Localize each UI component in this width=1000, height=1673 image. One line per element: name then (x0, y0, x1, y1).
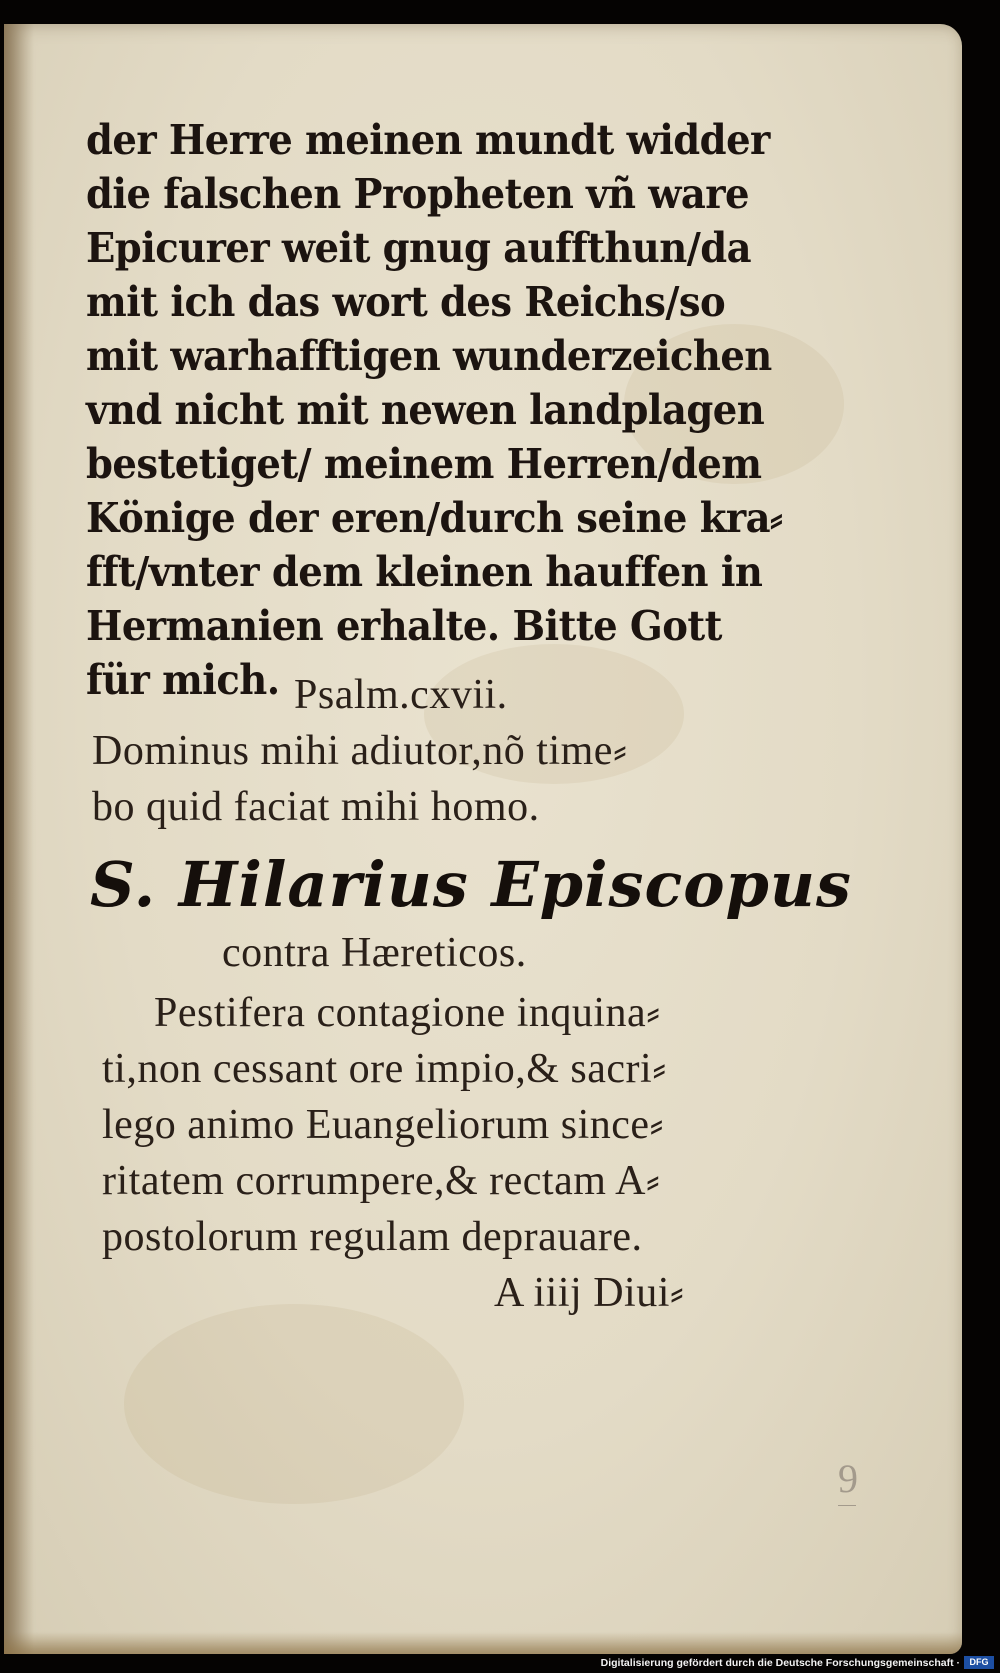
folio-underline (838, 1505, 856, 1506)
latin-line: lego animo Euangeliorum since⸗ (102, 1102, 665, 1148)
latin-line: ti,non cessant ore impio,& sacri⸗ (102, 1046, 667, 1092)
psalm-line: Dominus mihi adiutor,nõ time⸗ (92, 728, 628, 774)
catchword: A iiij Diui⸗ (494, 1270, 685, 1316)
book-page (4, 24, 962, 1654)
latin-line: postolorum regulam deprauare. (102, 1214, 643, 1260)
fraktur-line: mit warhafftigen wunderzeichen (86, 332, 772, 380)
psalm-reference: Psalm.cxvii. (294, 672, 508, 718)
fraktur-line: für mich. (86, 656, 280, 704)
section-subheading: contra Hæreticos. (222, 930, 527, 976)
fraktur-line: der Herre meinen mundt widder (86, 116, 770, 164)
psalm-line: bo quid faciat mihi homo. (92, 784, 540, 830)
fraktur-line: Könige der eren/durch seine kra⸗ (86, 494, 783, 542)
fraktur-line: mit ich das wort des Reichs/so (86, 278, 726, 326)
latin-line: Pestifera contagione inquina⸗ (154, 990, 661, 1036)
fraktur-line: vnd nicht mit newen landplagen (86, 386, 765, 434)
page-gutter-shadow (4, 24, 34, 1654)
dfg-logo-icon: DFG (964, 1656, 994, 1669)
paper-stain (124, 1304, 464, 1504)
folio-number: 9 (838, 1456, 858, 1501)
fraktur-line: bestetiget/ meinem Herren/dem (86, 440, 762, 488)
fraktur-line: Epicurer weit gnug auffthun/da (86, 224, 752, 272)
page-bottom-edge (4, 1632, 962, 1654)
latin-line: ritatem corrumpere,& rectam A⸗ (102, 1158, 661, 1204)
section-heading: S. Hilarius Episcopus (90, 848, 852, 921)
fraktur-line: die falschen Propheten vñ ware (86, 170, 749, 218)
fraktur-line: Hermanien erhalte. Bitte Gott (86, 602, 722, 650)
footer-credit: Digitalisierung gefördert durch die Deutsche Forschungsgemeinschaft · (600, 1657, 960, 1669)
fraktur-line: fft/vnter dem kleinen hauffen in (86, 548, 763, 596)
